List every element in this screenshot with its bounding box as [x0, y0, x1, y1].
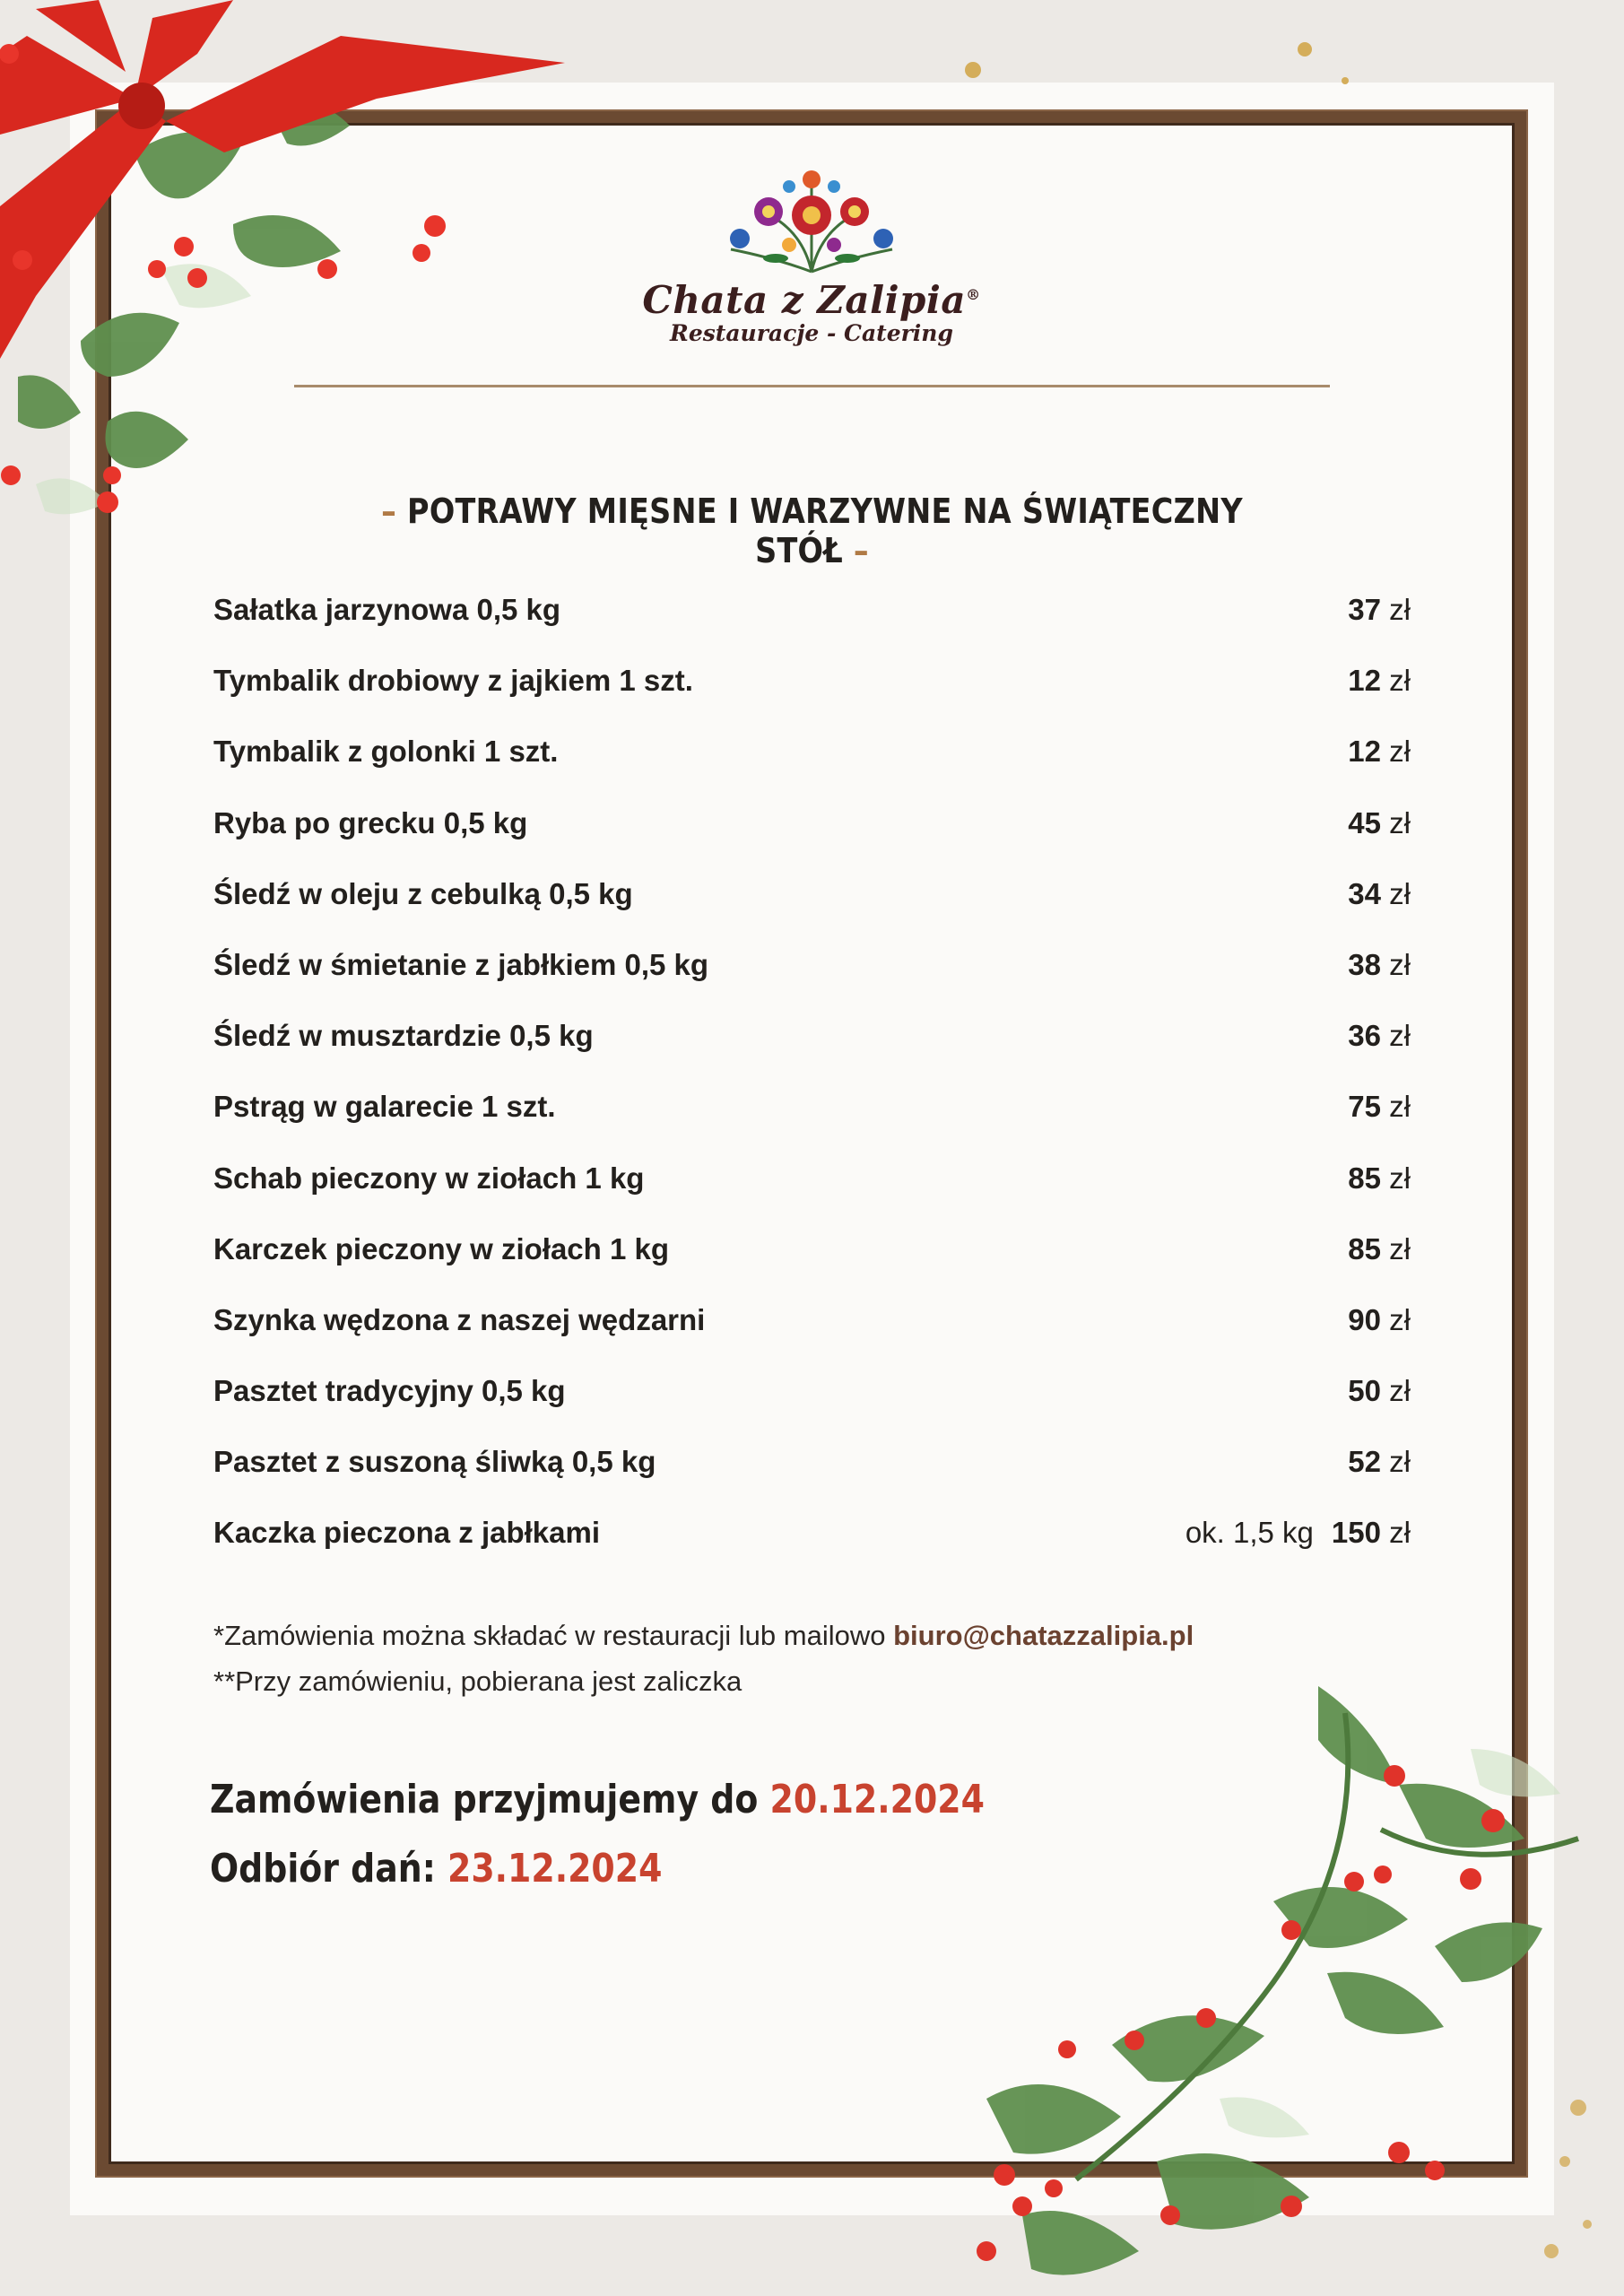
price-currency: zł: [1389, 1445, 1411, 1479]
price-currency: zł: [1389, 593, 1411, 626]
folk-flower-bouquet-icon: [704, 160, 919, 276]
menu-item-name: Sałatka jarzynowa 0,5 kg: [213, 593, 561, 626]
price-amount: 150: [1331, 1516, 1381, 1550]
menu-item: [213, 1293, 1411, 1364]
price-amount: 45: [1348, 805, 1381, 839]
red-ribbon-holly-icon: [0, 0, 574, 547]
price-amount: 36: [1348, 1019, 1381, 1053]
price-currency: zł: [1389, 1302, 1411, 1336]
menu-item-price: [1348, 725, 1411, 778]
menu-item-price: [1185, 1506, 1411, 1560]
menu-item-price: [1348, 1293, 1411, 1347]
price-amount: 52: [1348, 1445, 1381, 1479]
menu-item: [213, 1506, 1411, 1577]
menu-item-price: [1348, 1222, 1411, 1276]
menu-item-name: Szynka wędzona z naszej wędzarni: [213, 1302, 706, 1336]
note-deposit: **Przy zamówieniu, pobierana jest zaliczka: [213, 1665, 743, 1697]
menu-item-name: Pasztet tradycyjny 0,5 kg: [213, 1374, 566, 1408]
menu-item-price: [1348, 796, 1411, 850]
brand-tagline: Restauracje - Catering: [670, 320, 953, 346]
brand-logo: [628, 160, 995, 352]
pickup-date: Odbiór dań: 23.12.2024: [210, 1846, 663, 1892]
menu-item: [213, 583, 1411, 654]
menu-item-weight: ok. 1,5 kg: [1185, 1516, 1314, 1550]
menu-item-name: Pasztet z suszoną śliwką 0,5 kg: [213, 1445, 656, 1479]
price-currency: zł: [1389, 1019, 1411, 1053]
price-currency: zł: [1389, 1231, 1411, 1265]
price-amount: 85: [1348, 1161, 1381, 1195]
menu-item: [213, 1222, 1411, 1293]
price-amount: 12: [1348, 735, 1381, 769]
menu-item-name: Śledź w śmietanie z jabłkiem 0,5 kg: [213, 947, 709, 981]
price-amount: 38: [1348, 947, 1381, 981]
menu-item-name: Karczek pieczony w ziołach 1 kg: [213, 1231, 670, 1265]
menu-item-price: [1348, 654, 1411, 708]
price-currency: zł: [1389, 1374, 1411, 1408]
brand-name: Chata z Zalipia®: [642, 278, 981, 322]
menu-item: [213, 725, 1411, 796]
menu-item-name: Tymbalik drobiowy z jajkiem 1 szt.: [213, 664, 693, 698]
email-link[interactable]: biuro@chatazzalipia.pl: [893, 1620, 1194, 1651]
menu-heading: – POTRAWY MIĘSNE I WARZYWNE NA ŚWIĄTECZNY STÓŁ –: [381, 491, 1243, 570]
menu-item-name: Schab pieczony w ziołach 1 kg: [213, 1161, 645, 1195]
divider: [294, 385, 1330, 387]
menu-item-name: Śledź w oleju z cebulką 0,5 kg: [213, 876, 633, 910]
menu-item: [213, 938, 1411, 1009]
menu-item-name: Ryba po grecku 0,5 kg: [213, 805, 528, 839]
menu-item: [213, 1080, 1411, 1151]
price-currency: zł: [1389, 735, 1411, 769]
menu-item-name: Kaczka pieczona z jabłkami: [213, 1516, 601, 1550]
price-amount: 90: [1348, 1302, 1381, 1336]
price-amount: 50: [1348, 1374, 1381, 1408]
order-deadline: Zamówienia przyjmujemy do 20.12.2024: [210, 1777, 985, 1822]
menu-item-price: [1348, 1364, 1411, 1418]
menu-item-name: Tymbalik z golonki 1 szt.: [213, 735, 559, 769]
menu-item: [213, 654, 1411, 725]
price-amount: 12: [1348, 664, 1381, 698]
note-order-channels: *Zamówienia można składać w restauracji lub mailowo biuro@chatazzalipia.pl: [213, 1620, 1194, 1651]
menu-item: [213, 1435, 1411, 1506]
menu-item-price: [1348, 583, 1411, 637]
menu-item: [213, 796, 1411, 867]
price-amount: 34: [1348, 876, 1381, 910]
price-currency: zł: [1389, 947, 1411, 981]
menu-item-price: [1348, 1009, 1411, 1063]
price-amount: 75: [1348, 1090, 1381, 1124]
menu-item-name: Pstrąg w galarecie 1 szt.: [213, 1090, 556, 1124]
menu-list: [213, 583, 1411, 1578]
price-currency: zł: [1389, 664, 1411, 698]
menu-item-price: [1348, 938, 1411, 992]
order-notes: [213, 1613, 1194, 1704]
menu-item: [213, 867, 1411, 938]
price-currency: zł: [1389, 1090, 1411, 1124]
deadline-block: [210, 1765, 985, 1903]
price-currency: zł: [1389, 876, 1411, 910]
price-currency: zł: [1389, 1161, 1411, 1195]
menu-item-price: [1348, 1435, 1411, 1489]
price-currency: zł: [1389, 1516, 1411, 1550]
menu-item-price: [1348, 867, 1411, 921]
gold-flecks-icon: [951, 36, 1381, 90]
menu-item-price: [1348, 1152, 1411, 1205]
menu-item-price: [1348, 1080, 1411, 1134]
menu-item: [213, 1152, 1411, 1222]
menu-item: [213, 1009, 1411, 1080]
price-currency: zł: [1389, 805, 1411, 839]
menu-item: [213, 1364, 1411, 1435]
price-amount: 85: [1348, 1231, 1381, 1265]
holly-branch-icon: [933, 1677, 1624, 2296]
price-amount: 37: [1348, 593, 1381, 626]
menu-item-name: Śledź w musztardzie 0,5 kg: [213, 1019, 594, 1053]
